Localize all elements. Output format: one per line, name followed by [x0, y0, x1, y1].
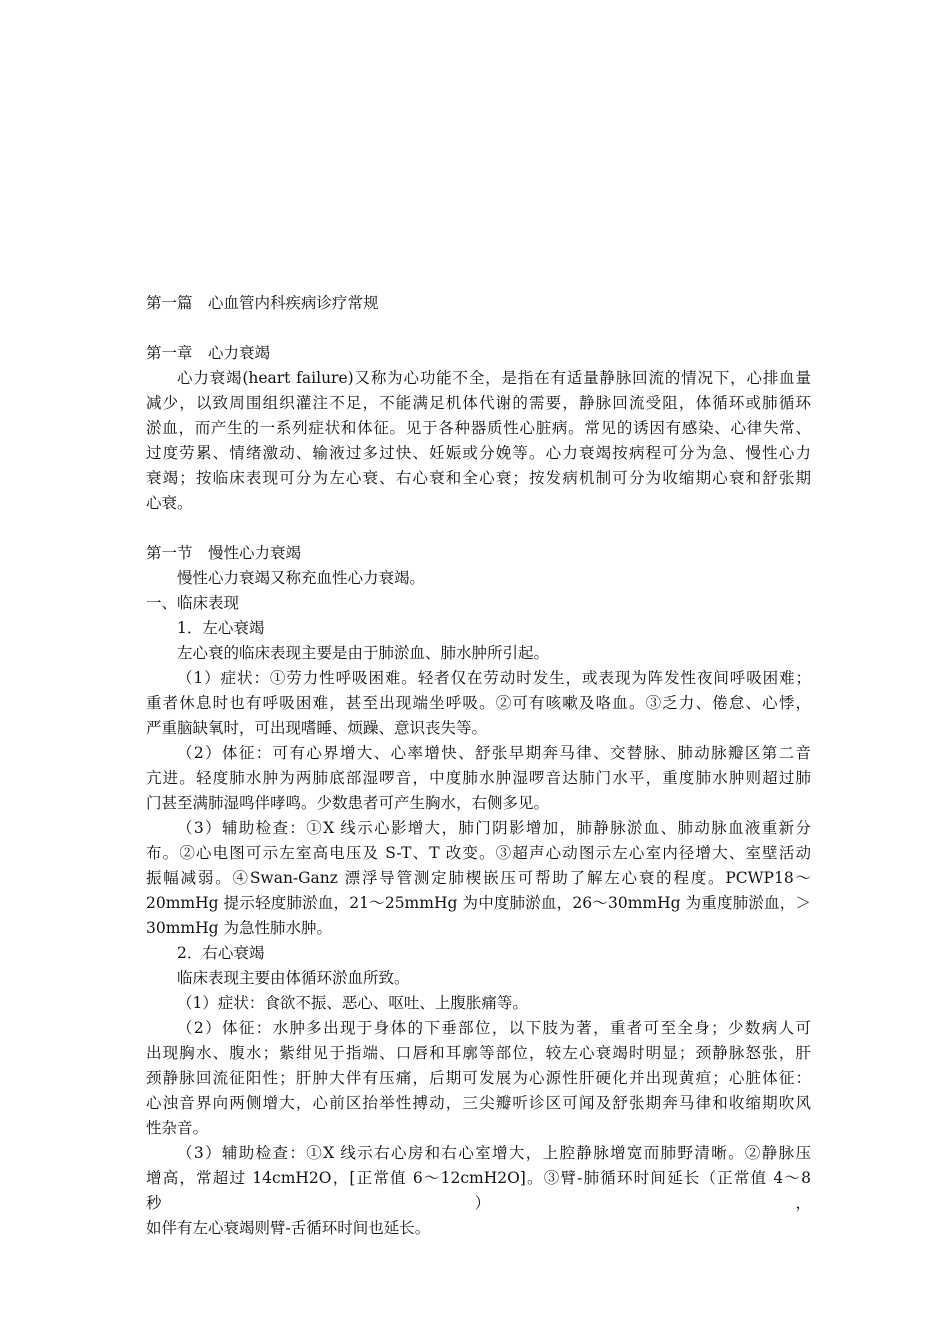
left-tests-line: 30mmHg 为急性肺水肿。	[146, 919, 332, 937]
section-intro: 慢性心力衰竭又称充血性心力衰竭。	[177, 569, 426, 587]
left-signs-line: （2）体征：可有心界增大、心率增快、舒张早期奔马律、交替脉、肺动脉瓣区第二音	[177, 744, 811, 762]
clinical-heading: 一、临床表现	[146, 594, 240, 612]
right-tests-line: 增高，常超过 14cmH2O，[正常值 6～12cmH2O]。③臂-肺循环时间延长（正常值 4～8 秒），	[146, 1169, 811, 1212]
intro-line: 心力衰竭(heart failure)又称为心功能不全，是指在有适量静脉回流的情况下，心排血量	[177, 369, 811, 387]
left-tests-line: 振幅减弱。④Swan-Ganz 漂浮导管测定肺楔嵌压可帮助了解左心衰的程度。PCWP18～	[146, 869, 811, 887]
right-signs-line: （2）体征：水肿多出现于身体的下垂部位，以下肢为著，重者可至全身；少数病人可	[177, 1019, 811, 1037]
left-summary: 左心衰的临床表现主要是由于肺淤血、肺水肿所引起。	[177, 644, 550, 662]
intro-line: 淤血，而产生的一系列症状和体征。见于各种器质性心脏病。常见的诱因有感染、心律失常、	[146, 419, 811, 437]
chapter-title: 第一章 心力衰竭	[146, 344, 271, 362]
left-symptoms-line: 严重脑缺氧时，可出现嗜睡、烦躁、意识丧失等。	[146, 719, 488, 737]
right-tests-line: （3）辅助检查：①X 线示右心房和右心室增大，上腔静脉增宽而肺野清晰。②静脉压	[177, 1144, 811, 1162]
left-symptoms-line: （1）症状：①劳力性呼吸困难。轻者仅在劳动时发生，或表现为阵发性夜间呼吸困难；	[177, 669, 811, 687]
document-body	[146, 291, 811, 1241]
right-signs-line: 性杂音。	[146, 1119, 209, 1137]
right-tests-line: 如伴有左心衰竭则臂-舌循环时间也延长。	[146, 1219, 431, 1237]
left-tests-line: 20mmHg 提示轻度肺淤血，21～25mmHg 为中度肺淤血，26～30mmHg 为重度肺淤血，＞	[146, 894, 811, 912]
right-summary: 临床表现主要由体循环淤血所致。	[177, 969, 410, 987]
right-signs-line: 颈静脉回流征阳性；肝肿大伴有压痛，后期可发展为心源性肝硬化并出现黄疸；心脏体征：	[146, 1069, 811, 1087]
left-tests-line: （3）辅助检查：①X 线示心影增大，肺门阴影增加，肺静脉淤血、肺动脉血液重新分	[177, 819, 811, 837]
left-heart-failure-title: 1．左心衰竭	[177, 619, 265, 637]
spacer	[146, 316, 811, 341]
section-title: 第一节 慢性心力衰竭	[146, 544, 302, 562]
left-signs-line: 门甚至满肺湿鸣伴哮鸣。少数患者可产生胸水，右侧多见。	[146, 794, 550, 812]
right-signs-line: 出现胸水、腹水；紫绀见于指端、口唇和耳廓等部位，较左心衰竭时明显；颈静脉怒张，肝	[146, 1044, 811, 1062]
intro-line: 心衰。	[146, 494, 193, 512]
right-heart-failure-title: 2．右心衰竭	[177, 944, 265, 962]
intro-line: 衰竭；按临床表现可分为左心衰、右心衰和全心衰；按发病机制可分为收缩期心衰和舒张期	[146, 469, 811, 487]
spacer	[146, 516, 811, 541]
left-symptoms-line: 重者休息时也有呼吸困难，甚至出现端坐呼吸。②可有咳嗽及咯血。③乏力、倦怠、心悸，	[146, 694, 811, 712]
intro-line: 减少，以致周围组织灌注不足，不能满足机体代谢的需要，静脉回流受阻，体循环或肺循环	[146, 394, 811, 412]
part-title: 第一篇 心血管内科疾病诊疗常规	[146, 294, 379, 312]
left-signs-line: 亢进。轻度肺水肿为两肺底部湿啰音，中度肺水肿湿啰音达肺门水平，重度肺水肿则超过肺	[146, 769, 811, 787]
left-tests-line: 布。②心电图可示左室高电压及 S-T、T 改变。③超声心动图示左心室内径增大、室壁活动	[146, 844, 811, 862]
intro-line: 过度劳累、情绪激动、输液过多过快、妊娠或分娩等。心力衰竭按病程可分为急、慢性心力	[146, 444, 811, 462]
right-signs-line: 心浊音界向两侧增大，心前区抬举性搏动，三尖瓣听诊区可闻及舒张期奔马律和收缩期吹风	[146, 1094, 811, 1112]
right-symptoms: （1）症状：食欲不振、恶心、呕吐、上腹胀痛等。	[177, 994, 528, 1012]
